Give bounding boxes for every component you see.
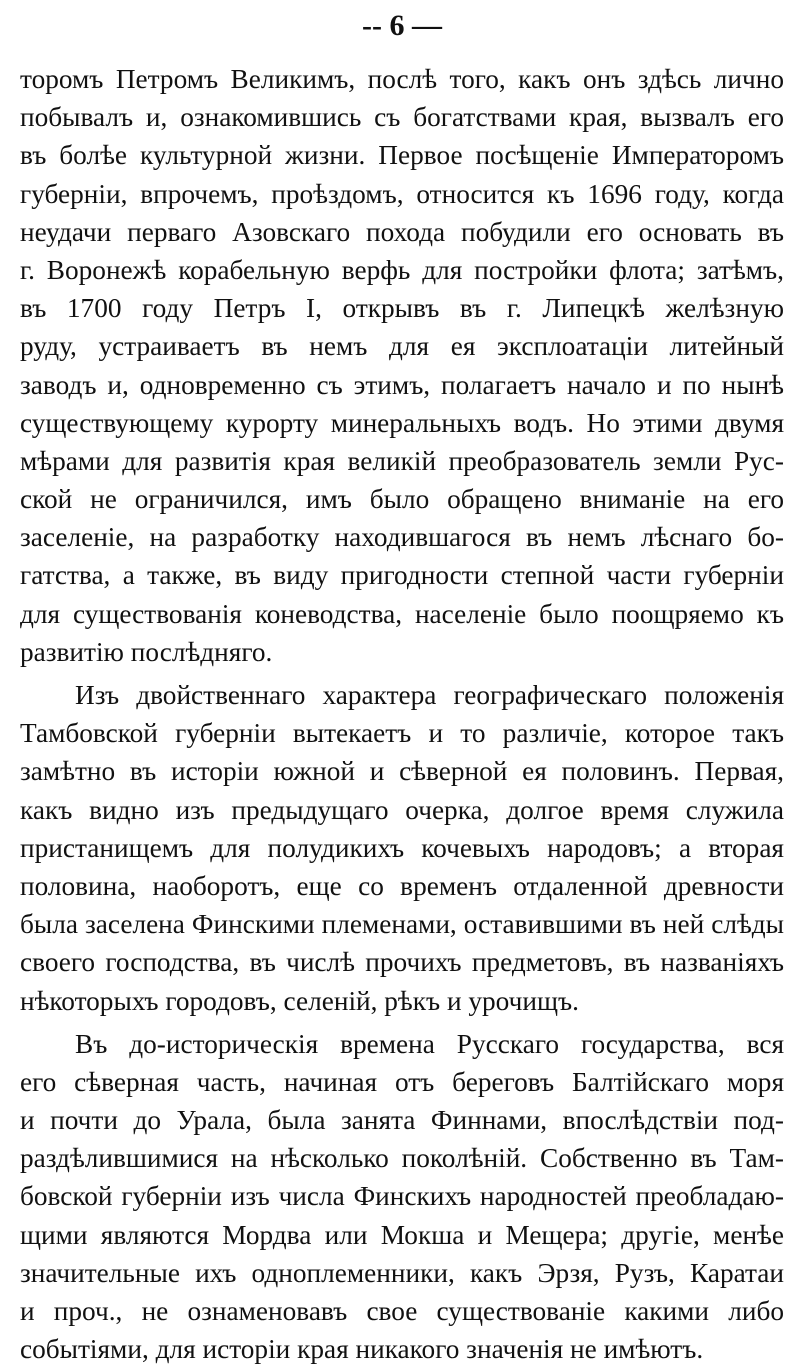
text-line: мѣрами для развитія края великій преобразователь земли Рус- bbox=[20, 445, 784, 476]
text-line: существующему курорту минеральныхъ водъ. Но этими двумя bbox=[20, 407, 784, 438]
text-line: ской не ограничился, имъ было обращено вниманіе на его bbox=[20, 484, 784, 515]
text-line: щими являются Мордва или Мокша и Мещера; другіе, менѣе bbox=[20, 1219, 784, 1250]
paragraph bbox=[20, 60, 784, 671]
text-line: бовской губерніи изъ числа Финскихъ народностей преобладаю- bbox=[20, 1181, 784, 1212]
text-line: его сѣверная часть, начиная отъ береговъ Балтійскаго моря bbox=[20, 1066, 784, 1097]
text-line: Тамбовской губерніи вытекаетъ и то различіе, которое такъ bbox=[20, 718, 784, 749]
text-line: какъ видно изъ предыдущаго очерка, долгое время служила bbox=[20, 794, 784, 825]
text-line: нѣкоторыхъ городовъ, селеній, рѣкъ и урочищъ. bbox=[20, 985, 579, 1016]
text-line: заводъ и, одновременно съ этимъ, полагаетъ начало и по нынѣ bbox=[20, 369, 784, 400]
text-line: г. Воронежѣ корабельную верфь для постройки флота; затѣмъ, bbox=[20, 254, 784, 285]
text-line: значительные ихъ одноплеменники, какъ Эрзя, Рузъ, Каратаи bbox=[20, 1257, 784, 1288]
text-line: замѣтно въ исторіи южной и сѣверной ея половинъ. Первая, bbox=[20, 756, 784, 787]
text-line: и проч., не ознаменовавъ свое существованіе какими либо bbox=[20, 1296, 784, 1326]
page-body bbox=[20, 60, 784, 1368]
text-line: была заселена Финскими племенами, оставившими въ ней слѣды bbox=[20, 909, 784, 940]
text-line: побывалъ и, ознакомившись съ богатствами края, вызвалъ его bbox=[20, 102, 784, 133]
text-line: своего господства, въ числѣ прочихъ предметовъ, въ названіяхъ bbox=[20, 947, 784, 978]
text-line: раздѣлившимися на нѣсколько поколѣній. Собственно въ Там- bbox=[20, 1143, 784, 1174]
text-line: въ 1700 году Петръ I, открывъ въ г. Липецкѣ желѣзную bbox=[20, 293, 784, 324]
text-line: пристанищемъ для полудикихъ кочевыхъ народовъ; а вторая bbox=[20, 832, 784, 863]
text-line: для существованія коневодства, населеніе было поощряемо къ bbox=[20, 598, 784, 629]
text-line: Въ до-историческія времена Русскаго государства, вся bbox=[75, 1028, 784, 1059]
text-line: событіями, для исторіи края никакого значенія не имѣютъ. bbox=[20, 1334, 704, 1365]
page-number: -- 6 — bbox=[362, 9, 442, 42]
text-line: и почти до Урала, была занята Финнами, впослѣдствіи под- bbox=[20, 1105, 784, 1136]
text-line: развитію послѣдняго. bbox=[20, 636, 273, 667]
text-line: руду, устраиваетъ въ немъ для ея эксплоатаціи литейный bbox=[20, 331, 784, 362]
text-line: въ болѣе культурной жизни. Первое посѣщеніе Императоромъ bbox=[20, 140, 784, 171]
text-line: торомъ Петромъ Великимъ, послѣ того, какъ онъ здѣсь лично bbox=[20, 64, 784, 94]
text-line: половина, наоборотъ, еще со временъ отдаленной древности bbox=[20, 870, 784, 901]
paragraph bbox=[20, 676, 784, 1020]
text-line: Изъ двойственнаго характера географическаго положенія bbox=[75, 680, 784, 710]
paragraph bbox=[20, 1025, 784, 1368]
text-line: гатства, а также, въ виду пригодности степной части губерніи bbox=[20, 560, 784, 591]
text-line: заселеніе, на разработку находившагося въ немъ лѣснаго бо- bbox=[20, 522, 784, 553]
text-line: неудачи перваго Азовскаго похода побудили его основать въ bbox=[20, 216, 784, 247]
text-line: губерніи, впрочемъ, проѣздомъ, относится къ 1696 году, когда bbox=[20, 178, 784, 209]
